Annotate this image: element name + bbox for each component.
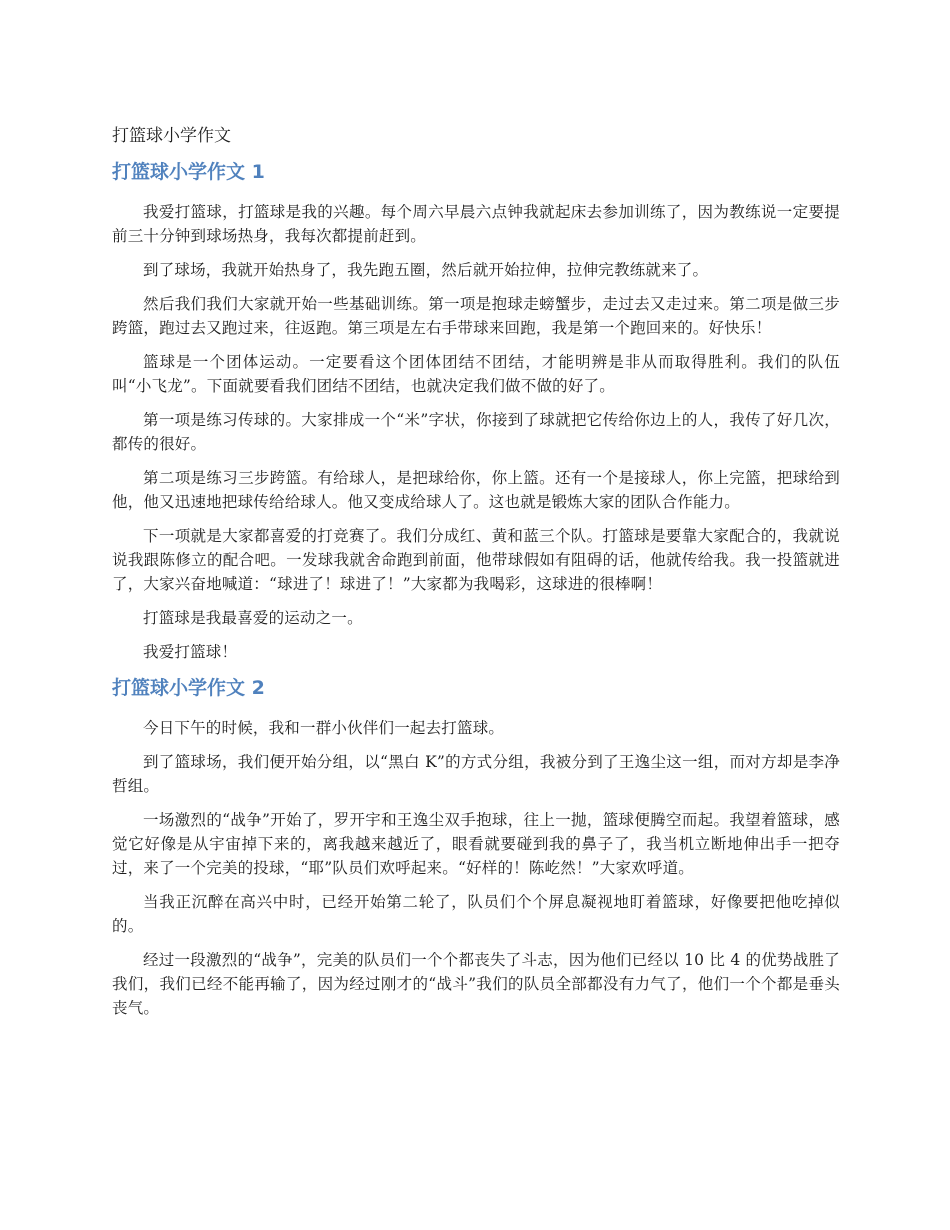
section-heading-2: 打篮球小学作文 2: [112, 677, 265, 699]
document-title: 打篮球小学作文: [112, 126, 231, 146]
paragraph: 我爱打篮球，打篮球是我的兴趣。每个周六早晨六点钟我就起床去参加训练了，因为教练说一定要提前三十分钟到球场热身，我每次都提前赶到。: [112, 203, 840, 245]
paragraph: 第一项是练习传球的。大家排成一个“米”字状，你接到了球就把它传给你边上的人，我传了好几次，都传的很好。: [112, 411, 840, 453]
paragraph: 打篮球是我最喜爱的运动之一。: [143, 609, 363, 627]
paragraph: 今日下午的时候，我和一群小伙伴们一起去打篮球。: [143, 719, 505, 737]
paragraph: 下一项就是大家都喜爱的打竞赛了。我们分成红、黄和蓝三个队。打篮球是要靠大家配合的，我就说说我跟陈修立的配合吧。一发球我就舍命跑到前面，他带球假如有阻碍的话，他就传给我。我一投篮就进了，大家兴奋地喊道：“球进了！球进了！”大家都为我喝彩，这球进的很棒啊！: [112, 527, 840, 593]
paragraph: 到了球场，我就开始热身了，我先跑五圈，然后就开始拉伸，拉伸完教练就来了。: [143, 261, 709, 279]
paragraph: 然后我们我们大家就开始一些基础训练。第一项是抱球走螃蟹步，走过去又走过来。第二项是做三步跨篮，跑过去又跑过来，往返跑。第三项是左右手带球来回跑，我是第一个跑回来的。好快乐！: [112, 295, 840, 337]
essay-section-1: [112, 158, 840, 664]
paragraph: 当我正沉醉在高兴中时，已经开始第二轮了，队员们个个屏息凝视地盯着篮球，好像要把他吃掉似的。: [112, 893, 840, 935]
document-page: [112, 122, 840, 1030]
paragraph: 一场激烈的“战争”开始了，罗开宇和王逸尘双手抱球，往上一抛，篮球便腾空而起。我望着篮球，感觉它好像是从宇宙掉下来的，离我越来越近了，眼看就要碰到我的鼻子了，我当机立断地伸出手一把夺过，来了一个完美的投球，“耶”队员们欢呼起来。“好样的！陈屹然！”大家欢呼道。: [112, 811, 840, 877]
paragraph: 到了篮球场，我们便开始分组，以“黑白 K”的方式分组，我被分到了王逸尘这一组，而对方却是李净哲组。: [112, 753, 840, 795]
section-heading-1: 打篮球小学作文 1: [112, 161, 265, 183]
paragraph: 我爱打篮球！: [143, 643, 238, 661]
paragraph: 经过一段激烈的“战争”，完美的队员们一个个都丧失了斗志，因为他们已经以 10 比 4 的优势战胜了我们，我们已经不能再输了，因为经过刚才的“战斗”我们的队员全部都没有力气了，他们一个个都是垂头丧气。: [112, 951, 840, 1017]
paragraph: 第二项是练习三步跨篮。有给球人，是把球给你，你上篮。还有一个是接球人，你上完篮，把球给到他，他又迅速地把球传给给球人。他又变成给球人了。这也就是锻炼大家的团队合作能力。: [112, 469, 840, 511]
essay-section-2: [112, 674, 840, 1020]
paragraph: 篮球是一个团体运动。一定要看这个团体团结不团结，才能明辨是非从而取得胜利。我们的队伍叫“小飞龙”。下面就要看我们团结不团结，也就决定我们做不做的好了。: [112, 353, 840, 395]
